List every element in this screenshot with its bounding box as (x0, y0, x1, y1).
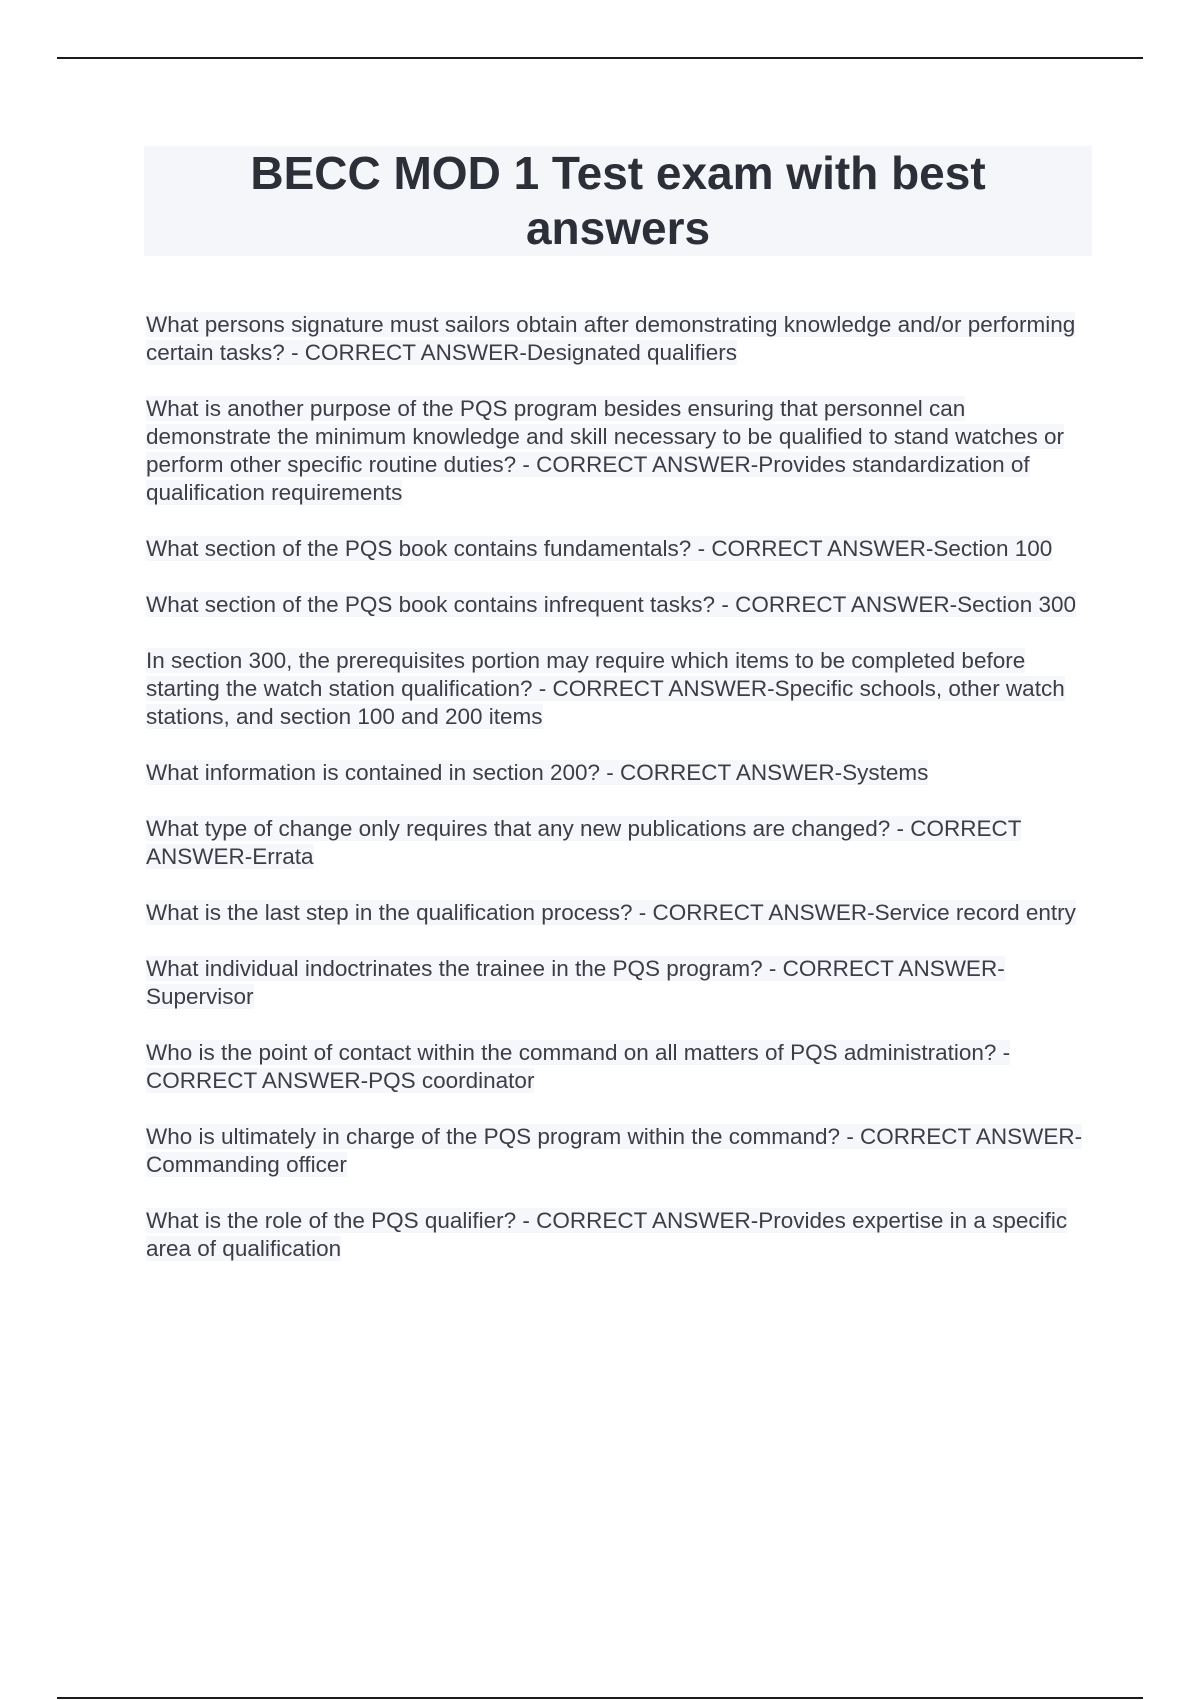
qa-item-3 (146, 535, 1092, 563)
qa-item-1 (146, 311, 1092, 367)
qa-item-7 (146, 815, 1092, 871)
qa-text: Who is the point of contact within the command on all matters of PQS administration? - CORRECT ANSWER-PQS coordinator (146, 1040, 1011, 1093)
qa-text: What section of the PQS book contains infrequent tasks? - CORRECT ANSWER-Section 300 (146, 592, 1077, 617)
qa-text: What is the role of the PQS qualifier? - CORRECT ANSWER-Provides expertise in a specific area of qualification (146, 1208, 1068, 1261)
qa-list (146, 311, 1092, 1291)
qa-text: What persons signature must sailors obtain after demonstrating knowledge and/or performing certain tasks? - CORRECT ANSWER-Designated qualifiers (146, 312, 1076, 365)
qa-item-9 (146, 955, 1092, 1011)
top-rule (57, 57, 1143, 59)
qa-item-8 (146, 899, 1092, 927)
qa-text: What is another purpose of the PQS program besides ensuring that personnel can demonstrate the minimum knowledge and skill necessary to be qualified to stand watches or perform other specific routine duties? - CORRECT ANSWER-Provides standardization of qualification requirements (146, 396, 1064, 505)
qa-text: What section of the PQS book contains fundamentals? - CORRECT ANSWER-Section 100 (146, 536, 1053, 561)
page-title: BECC MOD 1 Test exam with best answers (250, 147, 986, 254)
qa-item-11 (146, 1123, 1092, 1179)
qa-text: What is the last step in the qualification process? - CORRECT ANSWER-Service record entry (146, 900, 1076, 925)
bottom-rule (57, 1697, 1143, 1699)
qa-text: What individual indoctrinates the trainee in the PQS program? - CORRECT ANSWER-Supervisor (146, 956, 1005, 1009)
qa-text: In section 300, the prerequisites portion may require which items to be completed before starting the watch station qualification? - CORRECT ANSWER-Specific schools, other watch stations, and section 100 and 200 items (146, 648, 1065, 729)
qa-item-6 (146, 759, 1092, 787)
qa-item-5 (146, 647, 1092, 731)
title-band (144, 146, 1092, 256)
qa-item-2 (146, 395, 1092, 507)
qa-text: What type of change only requires that any new publications are changed? - CORRECT ANSWER-Errata (146, 816, 1022, 869)
qa-item-10 (146, 1039, 1092, 1095)
qa-item-4 (146, 591, 1092, 619)
qa-item-12 (146, 1207, 1092, 1263)
qa-text: Who is ultimately in charge of the PQS program within the command? - CORRECT ANSWER-Commanding officer (146, 1124, 1083, 1177)
qa-text: What information is contained in section 200? - CORRECT ANSWER-Systems (146, 760, 929, 785)
